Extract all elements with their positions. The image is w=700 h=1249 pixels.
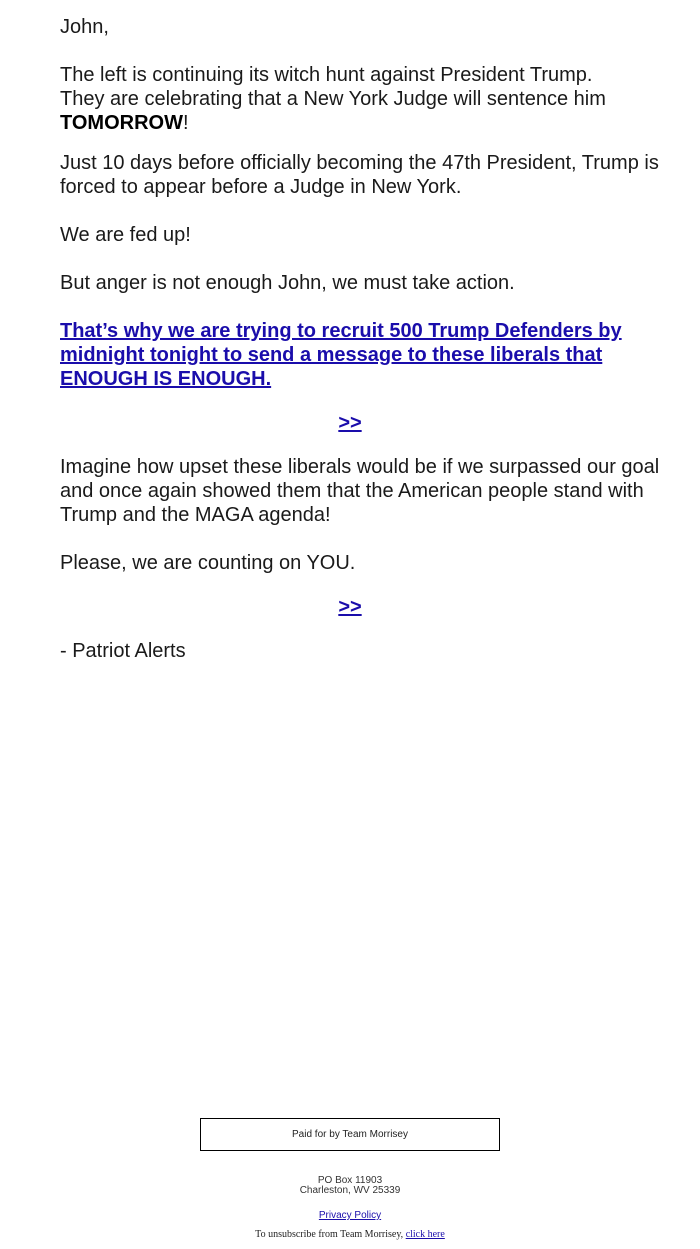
paid-for-text: Paid for by Team Morrisey <box>292 1129 408 1140</box>
signature: - Patriot Alerts <box>60 640 186 662</box>
arrow-link-container <box>0 411 700 435</box>
paragraph-take-action: But anger is not enough John, we must take action. <box>60 272 515 294</box>
paragraph-imagine: Imagine how upset these liberals would be if we surpassed our goal and once again showed them that the American people stand with Trump and the MAGA agenda! <box>60 456 660 526</box>
arrow-link-container <box>0 595 700 619</box>
address-line-2: Charleston, WV 25339 <box>299 1185 401 1196</box>
unsubscribe-line <box>0 1229 700 1240</box>
unsubscribe-text: To unsubscribe from Team Morrisey, <box>255 1229 404 1240</box>
arrow-link-1[interactable]: >> <box>338 412 362 434</box>
recruit-defenders-link[interactable]: That’s why we are trying to recruit 500 Trump Defenders by midnight tonight to send a message to these liberals that ENOUGH IS ENOUGH. <box>60 320 622 390</box>
paragraph-witch-hunt <box>60 63 660 135</box>
paragraph-47th-president: Just 10 days before officially becoming the 47th President, Trump is forced to appear before a Judge in New York. <box>60 152 659 198</box>
privacy-policy-link[interactable]: Privacy Policy <box>318 1210 382 1221</box>
paragraph-line: The left is continuing its witch hunt against President Trump. <box>60 64 593 86</box>
arrow-link-2[interactable]: >> <box>338 596 362 618</box>
paragraph-counting-on-you: Please, we are counting on YOU. <box>60 552 356 574</box>
privacy-container <box>0 1210 700 1221</box>
greeting: John, <box>60 16 109 38</box>
bold-tomorrow: TOMORROW <box>60 112 183 134</box>
paid-for-disclaimer <box>200 1118 500 1151</box>
paragraph-line: They are celebrating that a New York Judge will sentence him <box>60 88 606 110</box>
paragraph-fed-up: We are fed up! <box>60 224 191 246</box>
address-line-1: PO Box 11903 <box>317 1175 383 1186</box>
exclamation: ! <box>182 112 189 134</box>
unsubscribe-link[interactable]: click here <box>405 1229 445 1240</box>
